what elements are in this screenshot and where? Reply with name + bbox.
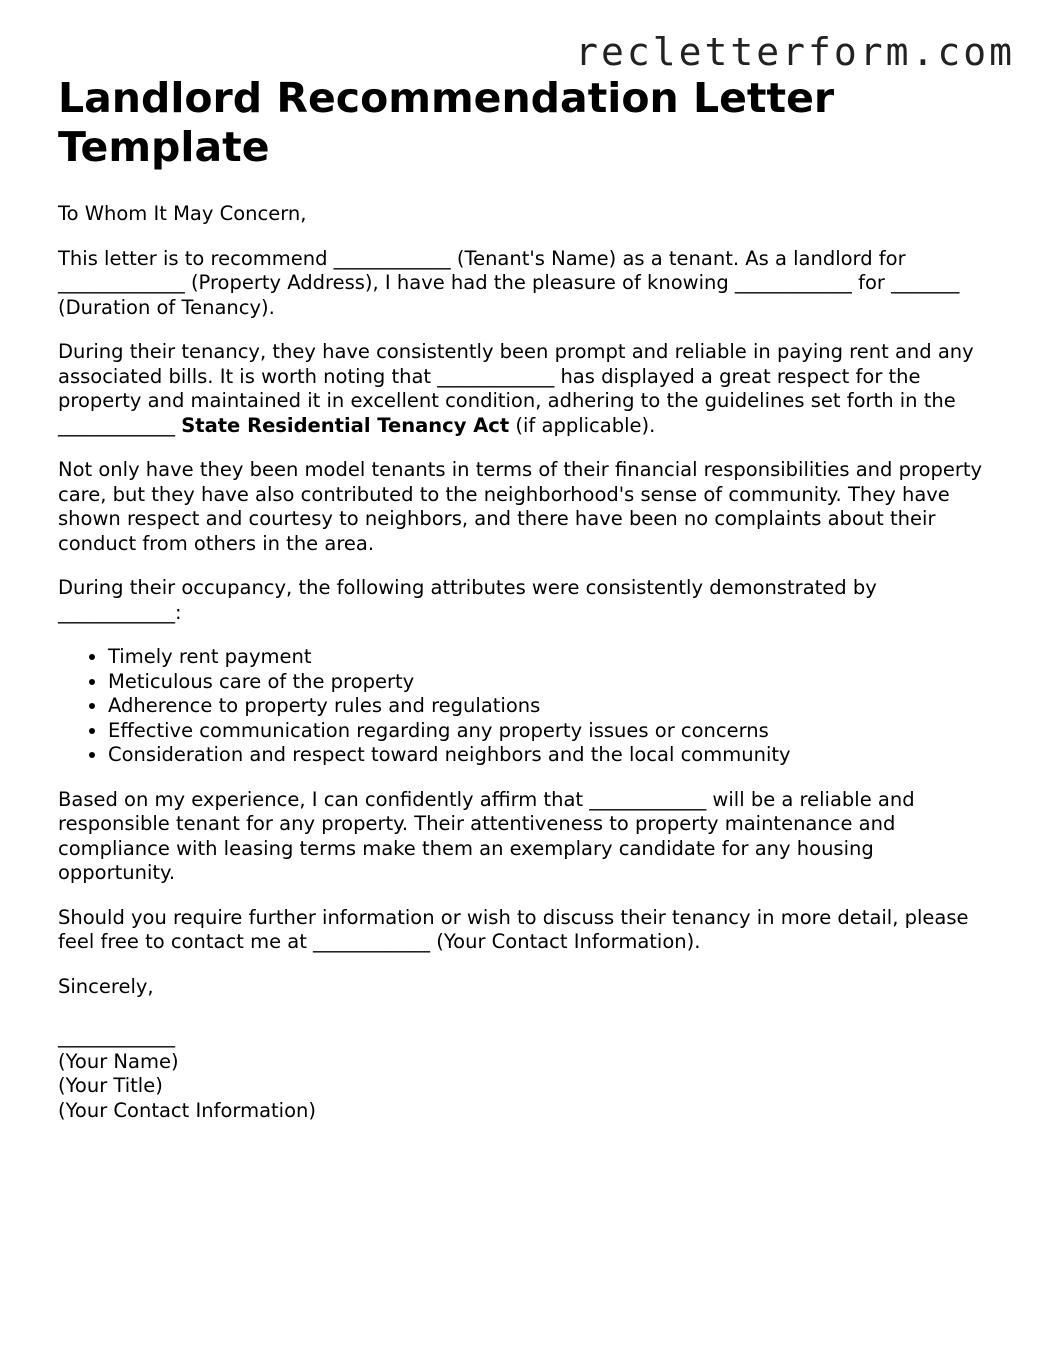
signature-contact: (Your Contact Information) <box>58 1098 316 1122</box>
paragraph-introduction: This letter is to recommend ____________ (Tenant's Name) as a tenant. As a landlord for _____________ (Property Address), I have had the pleasure of knowing ____________ for _______ (Duration of Tenancy). <box>58 246 960 319</box>
paragraph-contact: Should you require further information or wish to discuss their tenancy in more detail, please feel free to contact me at ____________ (Your Contact Information). <box>58 905 969 953</box>
paragraph-attributes-intro: During their occupancy, the following attributes were consistently demonstrated by ____________: <box>58 576 877 624</box>
paragraph-community: Not only have they been model tenants in terms of their financial responsibilities and property care, but they have also contributed to the neighborhood's sense of community. They have shown respect and courtesy to neighbors, and there have been no complaints about their conduct from others in the area. <box>58 458 983 555</box>
list-item: • Effective communication regarding any property issues or concerns <box>108 719 988 744</box>
paragraph-tenancy-conduct-text: During their tenancy, they have consistently been prompt and reliable in paying rent and any associated bills. It is worth noting that ____________ has displayed a great respect for the property and maintained it in excellent condition, adhering to the guidelines set forth in the ____________ <box>58 340 974 437</box>
tenancy-act-name: State Residential Tenancy Act <box>181 413 510 437</box>
attributes-list <box>58 645 988 768</box>
signature-name: (Your Name) <box>58 1049 179 1073</box>
list-item: • Consideration and respect toward neighbors and the local community <box>108 743 988 768</box>
watermark: recletterform.com <box>575 30 1015 74</box>
paragraph-affirmation: Based on my experience, I can confidently affirm that ____________ will be a reliable and responsible tenant for any property. Their attentiveness to property maintenance and compliance with leasing terms make them an exemplary candidate for any housing opportunity. <box>58 787 915 884</box>
signature-title: (Your Title) <box>58 1074 163 1097</box>
list-item: • Timely rent payment <box>108 645 988 670</box>
list-item: • Meticulous care of the property <box>108 670 988 695</box>
paragraph-tenancy-conduct <box>58 340 988 438</box>
page-title: Landlord Recommendation Letter Template <box>58 74 835 171</box>
letter-document <box>58 74 988 1123</box>
salutation: To Whom It May Concern, <box>58 202 307 225</box>
signature-line: ____________ <box>58 1025 175 1048</box>
closing: Sincerely, <box>58 974 154 998</box>
signature-block <box>58 1025 988 1123</box>
list-item: • Adherence to property rules and regulations <box>108 694 988 719</box>
paragraph-tenancy-conduct-suffix: (if applicable). <box>509 413 656 437</box>
